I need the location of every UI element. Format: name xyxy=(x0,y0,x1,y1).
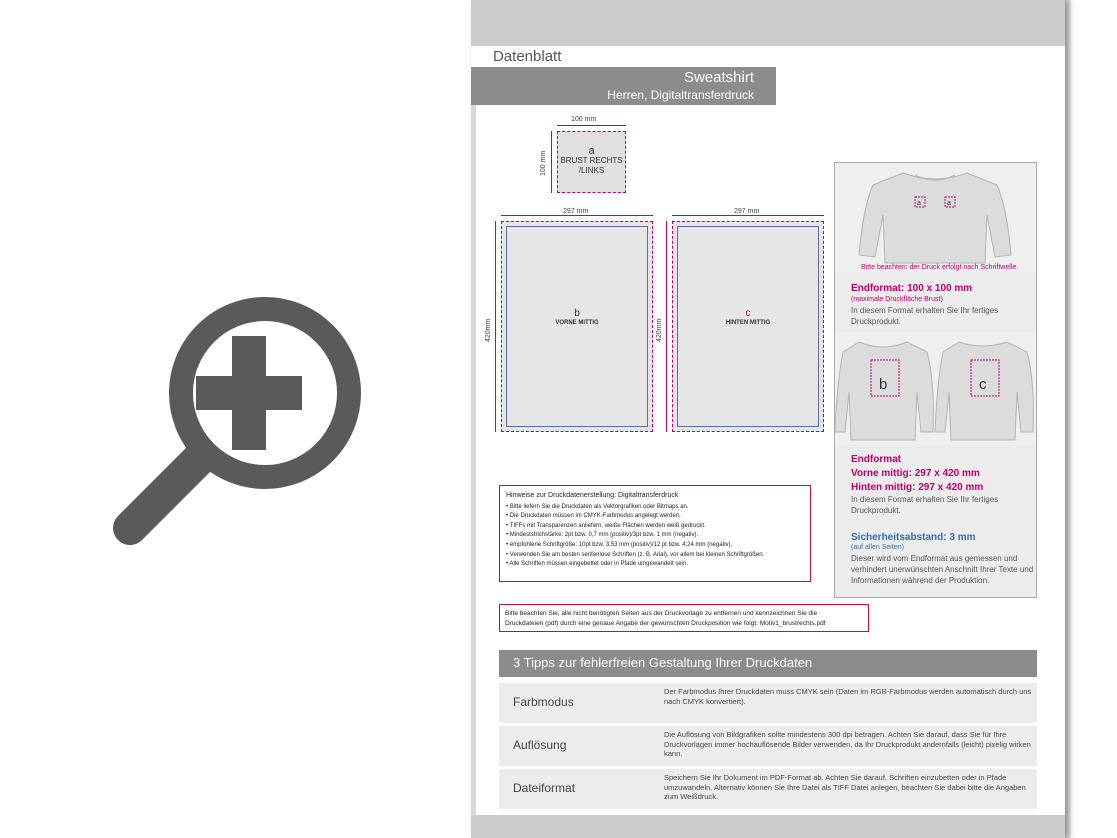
sweatshirt-front-back-icon xyxy=(835,332,1036,445)
product-subtitle: Herren, Digitaltransferdruck xyxy=(607,88,754,102)
hint-item: • Die Druckdaten müssen im CMYK-Farbmodus angelegt werden. xyxy=(506,513,681,520)
hint-item: • Verwenden Sie am besten serifenlose Schriften (z. B. Arial), vor allem bei kleinen Schriftgrößen. xyxy=(506,551,765,558)
print-area-c xyxy=(672,221,824,432)
dim-line-c-height xyxy=(666,221,667,432)
dim-line-a-width xyxy=(557,125,626,126)
dim-a-height: 100 mm xyxy=(540,150,547,176)
hints-box xyxy=(499,485,811,582)
tip-row xyxy=(499,769,1037,809)
tip-row xyxy=(499,726,1037,766)
dim-c-width: 297 mm xyxy=(734,208,760,215)
dim-b-width: 297 mm xyxy=(563,208,589,215)
svg-text:a: a xyxy=(917,200,921,207)
hint-item: • empfohlene Schriftgröße: 10pt bzw. 3,53 mm (positiv)/12 pt bzw. 4,24 mm (negativ). xyxy=(506,541,733,548)
tip-text: Speichern Sie Ihr Dokument im PDF-Format ab. Achten Sie darauf, Schriften einzubetten oder in Pfade umzuwandeln. Alternativ können Sie Ihre Datei als TIFF Datei anlegen, beachten Sie dabei bitte die Angaben zum Weißdruck. xyxy=(664,773,1026,801)
datasheet-tab: Datenblatt xyxy=(471,46,590,68)
zoom-in-icon[interactable] xyxy=(100,288,370,558)
naming-note-line-1: Bitte beachten Sie, alle nicht benötigten Seiten aus der Druckvorlage zu entfernen und kennzeichnen Sie die xyxy=(505,610,818,617)
left-strip xyxy=(471,46,476,838)
page-edge xyxy=(1065,0,1071,838)
hint-item: • Alle Schriften müssen eingebettet oder in Pfade umgewandelt sein. xyxy=(506,561,688,568)
endformat-bc-title: Endformat xyxy=(851,454,901,465)
naming-note-box xyxy=(499,604,869,632)
tip-label: Dateiformat xyxy=(513,781,576,795)
area-b-label: VORNE MITTIG xyxy=(555,320,599,326)
area-a-label-2: /LINKS xyxy=(578,166,605,175)
dim-line-a-height xyxy=(551,131,552,193)
title-bar xyxy=(471,67,776,105)
print-area-b xyxy=(501,221,653,432)
endformat-a-body: In diesem Format erhalten Sie Ihr fertiges Druckprodukt. xyxy=(851,306,999,326)
endformat-b: Vorne mittig: 297 x 420 mm xyxy=(851,468,980,479)
hint-item: • Bitte liefern Sie die Druckdaten als Vektorgrafiken oder Bitmaps an. xyxy=(506,503,689,510)
sweatshirt-front-icon xyxy=(835,163,1036,272)
tip-row xyxy=(499,683,1037,723)
tip-text: Die Auflösung von Bildgrafiken sollte mindestens 300 dpi betragen. Achten Sie darauf, dass Sie für Ihre Druckvorlagen immer hochauflösende Bilder verwenden, da Ihr Druckprodukt andernfalls (leicht) pixelig wirken kann. xyxy=(664,730,1031,758)
badge-c: c xyxy=(979,376,987,393)
safety-body: Dieser wird vom Endformat aus gemessen und verhindert unerwünschten Anschnitt Ihrer Texte und Informationen während der Produktion. xyxy=(851,554,1034,585)
product-title: Sweatshirt xyxy=(683,69,754,86)
shirt-note: Bitte beachten: der Druck erfolgt nach Schriftwelle. xyxy=(861,264,1019,271)
safety-sub: (auf allen Seiten) xyxy=(851,544,904,551)
shirt-front-image xyxy=(835,163,1036,272)
dim-b-height: 420mm xyxy=(485,318,492,342)
area-b-letter: b xyxy=(574,308,580,319)
tip-label: Auflösung xyxy=(513,738,567,752)
endformat-c: Hinten mittig: 297 x 420 mm xyxy=(851,482,984,493)
area-c-letter: c xyxy=(745,308,751,319)
area-a-label-1: BRUST RECHTS xyxy=(560,156,623,165)
tip-text: Der Farbmodus Ihrer Druckdaten muss CMYK sein (Daten im RGB-Farbmodus werden automatisch durch uns nach CMYK konvertiert). xyxy=(664,687,1032,706)
endformat-bc-body: In diesem Format erhalten Sie Ihr fertiges Druckprodukt. xyxy=(851,495,999,515)
dim-line-c-width xyxy=(672,215,824,216)
tips-header: 3 Tipps zur fehlerfreien Gestaltung Ihrer Druckdaten xyxy=(499,650,1037,677)
endformat-a-title: Endformat: 100 x 100 mm xyxy=(851,283,973,294)
hints-title: Hinweise zur Druckdatenerstellung: Digitaltransferdruck xyxy=(506,492,679,499)
header-band xyxy=(471,0,1065,46)
dim-line-b-width xyxy=(501,215,653,216)
hint-item: • TIFFs mit Transparenzen anliefern, weiße Flächen werden weiß gedruckt. xyxy=(506,522,706,529)
area-a-letter: a xyxy=(588,145,595,157)
badge-b: b xyxy=(879,376,888,393)
print-area-a xyxy=(557,131,626,193)
info-panel xyxy=(834,162,1037,598)
shirt-front-back-image xyxy=(835,332,1036,445)
naming-note-line-2: Druckdateien (pdf) durch eine genaue Angabe der gewünschten Druckposition wie folgt: Motiv1_brustrechts.pdf xyxy=(505,620,826,627)
svg-text:a: a xyxy=(947,200,951,207)
tip-label: Farbmodus xyxy=(513,695,574,709)
datasheet-page xyxy=(471,0,1065,838)
footer-band xyxy=(471,815,1065,838)
hint-item: • Mindeststrichstärke: 2pt bzw. 0,7 mm (positiv)/3pt bzw. 1 mm (negativ). xyxy=(506,532,699,539)
dim-line-b-height xyxy=(495,221,496,432)
safety-title: Sicherheitsabstand: 3 mm xyxy=(851,532,976,543)
area-c-label: HINTEN MITTIG xyxy=(725,320,771,326)
endformat-a-sub: (maximale Druckfläche Brust) xyxy=(851,296,943,303)
dim-c-height: 420mm xyxy=(656,318,663,342)
dim-a-width: 100 mm xyxy=(571,116,597,123)
